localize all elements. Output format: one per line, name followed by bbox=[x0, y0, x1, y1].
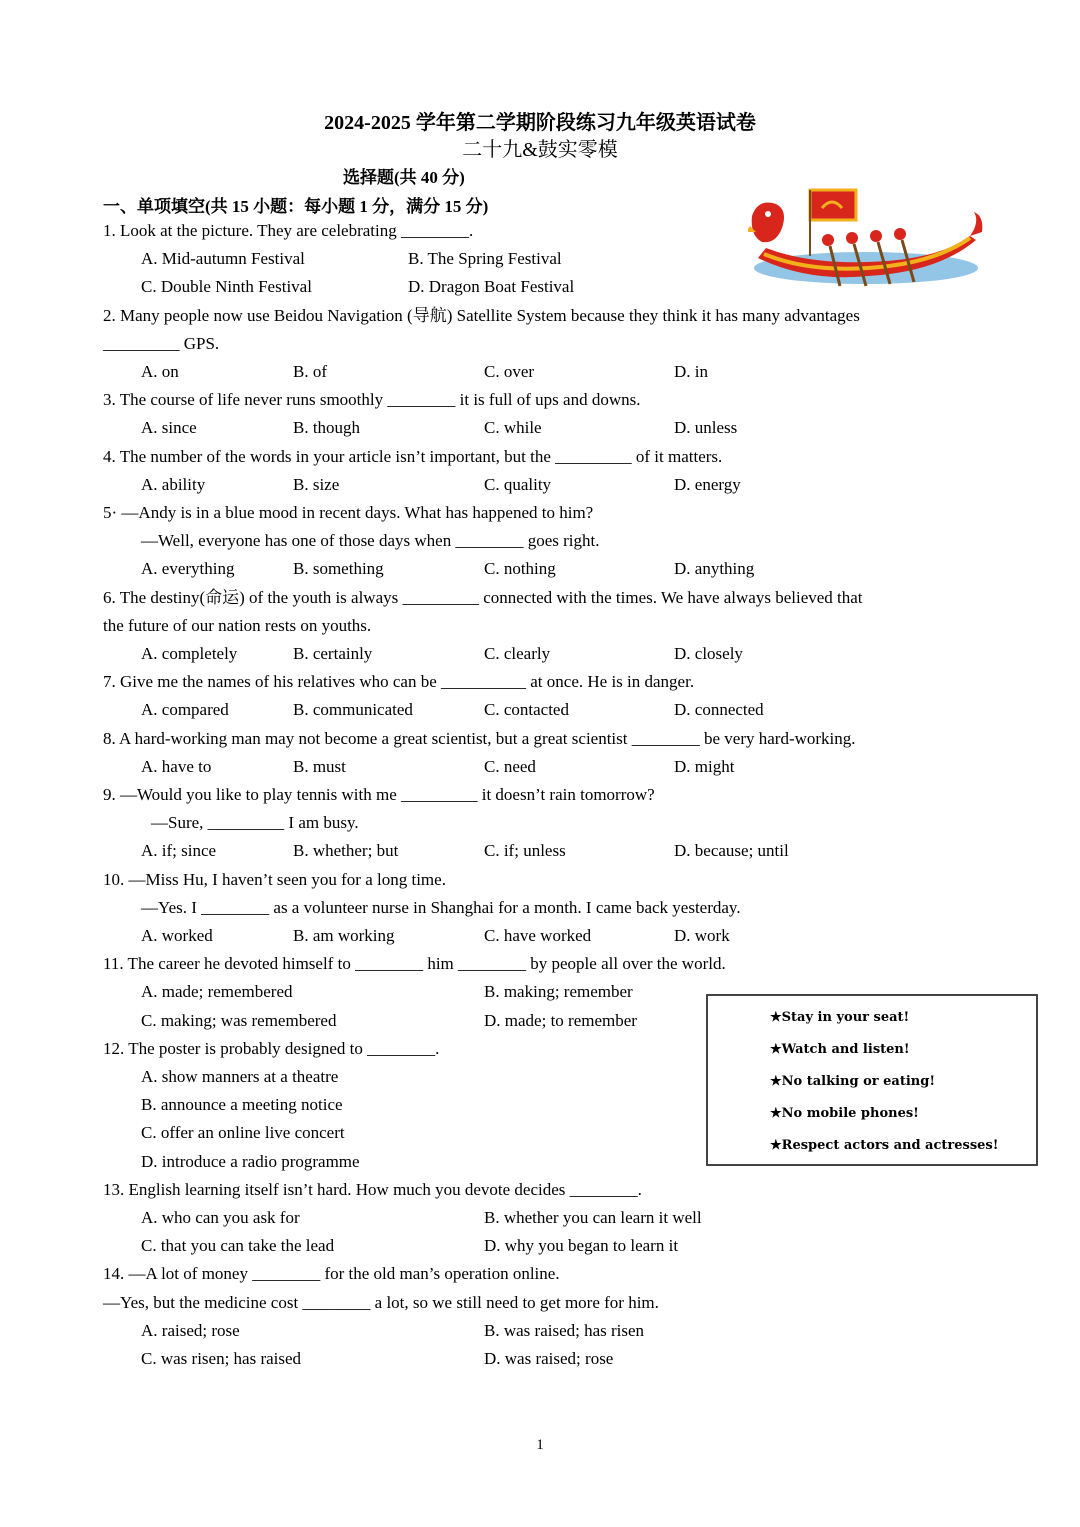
answer-option: D. made; to remember bbox=[484, 1010, 637, 1030]
question-stem: 7. Give me the names of his relatives who can be __________ at once. He is in danger. bbox=[103, 672, 695, 692]
answer-option: C. nothing bbox=[484, 559, 556, 579]
answer-option: A. on bbox=[141, 362, 179, 381]
answer-option: D. because; until bbox=[674, 841, 789, 861]
question-stem: 11. The career he devoted himself to ________ him ________ by people all over the world. bbox=[103, 954, 726, 974]
answer-option: B. The Spring Festival bbox=[408, 249, 562, 269]
answer-option: A. who can you ask for bbox=[141, 1208, 300, 1227]
answer-option: A. worked bbox=[141, 926, 213, 945]
question-stem: 6. The destiny(命运) of the youth is always _________ connected with the times. We have always believed that bbox=[103, 587, 863, 607]
section-heading: 选择题(共 40 分) bbox=[343, 168, 465, 187]
answer-option: C. that you can take the lead bbox=[141, 1236, 335, 1256]
answer-option: D. in bbox=[674, 362, 708, 381]
answer-option: D. anything bbox=[674, 559, 755, 579]
question-stem: 13. English learning itself isn’t hard. How much you devote decides ________. bbox=[103, 1179, 642, 1199]
answer-option: A. compared bbox=[141, 700, 229, 720]
answer-option: B. of bbox=[293, 362, 327, 381]
answer-option: B. whether you can learn it well bbox=[484, 1208, 702, 1227]
question-stem: 10. —Miss Hu, I haven’t seen you for a long time. bbox=[103, 869, 446, 889]
question-stem: 4. The number of the words in your article isn’t important, but the _________ of it matters. bbox=[103, 446, 723, 466]
answer-option: D. connected bbox=[674, 700, 764, 720]
question-stem: —Well, everyone has one of those days when ________ goes right. bbox=[141, 531, 600, 551]
answer-option: C. was risen; has raised bbox=[141, 1349, 302, 1368]
question-stem: 9. —Would you like to play tennis with me _________ it doesn’t rain tomorrow? bbox=[103, 785, 655, 804]
answer-option: C. clearly bbox=[484, 644, 551, 663]
answer-option: D. energy bbox=[674, 474, 741, 494]
answer-option: B. something bbox=[293, 559, 384, 579]
answer-option: B. am working bbox=[293, 926, 395, 945]
answer-option: B. announce a meeting notice bbox=[141, 1095, 343, 1115]
answer-option: B. must bbox=[293, 756, 346, 776]
answer-option: D. closely bbox=[674, 644, 743, 663]
answer-option: C. need bbox=[484, 756, 536, 776]
answer-option: B. making; remember bbox=[484, 982, 633, 1002]
answer-option: C. offer an online live concert bbox=[141, 1123, 345, 1143]
answer-option: D. unless bbox=[674, 418, 738, 438]
answer-option: B. was raised; has risen bbox=[484, 1320, 645, 1340]
poster-line: ★No talking or eating! bbox=[770, 1074, 936, 1089]
answer-option: C. quality bbox=[484, 474, 552, 494]
answer-option: C. while bbox=[484, 418, 542, 438]
answer-option: D. introduce a radio programme bbox=[141, 1151, 360, 1171]
question-stem: 2. Many people now use Beidou Navigation (导航) Satellite System because they think it has many advantages bbox=[103, 305, 860, 325]
poster-line: ★No mobile phones! bbox=[770, 1106, 919, 1121]
poster-line: ★Respect actors and actresses! bbox=[770, 1138, 999, 1153]
answer-option: A. everything bbox=[141, 559, 235, 579]
answer-option: C. contacted bbox=[484, 700, 569, 720]
poster-line: ★Stay in your seat! bbox=[770, 1010, 910, 1025]
answer-option: D. why you began to learn it bbox=[484, 1236, 679, 1256]
answer-option: D. was raised; rose bbox=[484, 1349, 614, 1368]
question-stem: 14. —A lot of money ________ for the old man’s operation online. bbox=[103, 1264, 560, 1284]
answer-option: A. ability bbox=[141, 474, 206, 494]
question-stem: —Sure, _________ I am busy. bbox=[151, 813, 359, 833]
answer-option: D. work bbox=[674, 926, 730, 945]
exam-title: 2024-2025 学年第二学期阶段练习九年级英语试卷 bbox=[324, 112, 756, 134]
answer-option: C. over bbox=[484, 362, 535, 381]
part-heading: 一、单项填空(共 15 小题：每小题 1 分，满分 15 分) bbox=[103, 197, 489, 216]
poster-line: ★Watch and listen! bbox=[770, 1042, 910, 1057]
answer-option: A. made; remembered bbox=[141, 982, 293, 1002]
answer-option: A. raised; rose bbox=[141, 1320, 240, 1340]
question-stem: the future of our nation rests on youths. bbox=[103, 615, 372, 635]
answer-option: B. though bbox=[293, 418, 361, 438]
answer-option: D. might bbox=[674, 756, 735, 776]
answer-option: A. if; since bbox=[141, 841, 217, 861]
answer-option: C. Double Ninth Festival bbox=[141, 277, 312, 297]
answer-option: A. show manners at a theatre bbox=[141, 1067, 339, 1086]
question-stem: —Yes. I ________ as a volunteer nurse in Shanghai for a month. I came back yesterday. bbox=[141, 897, 741, 917]
answer-option: A. Mid-autumn Festival bbox=[141, 249, 305, 269]
answer-option: A. since bbox=[141, 418, 197, 438]
answer-option: A. completely bbox=[141, 644, 238, 663]
question-stem: 8. A hard-working man may not become a great scientist, but a great scientist ________ be very hard-working. bbox=[103, 728, 856, 748]
question-stem: 3. The course of life never runs smoothly ________ it is full of ups and downs. bbox=[103, 390, 641, 410]
question-stem: 1. Look at the picture. They are celebrating ________. bbox=[103, 221, 474, 240]
answer-option: C. making; was remembered bbox=[141, 1010, 337, 1030]
dragon-boat-illustration bbox=[748, 186, 984, 292]
exam-subtitle: 二十九&鼓实零模 bbox=[462, 139, 618, 161]
question-stem: 5· —Andy is in a blue mood in recent days. What has happened to him? bbox=[103, 503, 594, 522]
answer-option: B. whether; but bbox=[293, 841, 399, 861]
page-number: 1 bbox=[536, 1437, 544, 1453]
question-stem: _________ GPS. bbox=[103, 333, 220, 353]
answer-option: A. have to bbox=[141, 756, 212, 776]
answer-option: B. certainly bbox=[293, 644, 373, 663]
question-stem: —Yes, but the medicine cost ________ a lot, so we still need to get more for him. bbox=[103, 1292, 659, 1312]
theatre-poster bbox=[706, 994, 1038, 1166]
question-stem: 12. The poster is probably designed to ________. bbox=[103, 1038, 440, 1058]
answer-option: C. if; unless bbox=[484, 841, 566, 861]
answer-option: B. size bbox=[293, 474, 340, 494]
answer-option: D. Dragon Boat Festival bbox=[408, 277, 575, 297]
answer-option: C. have worked bbox=[484, 926, 592, 945]
answer-option: B. communicated bbox=[293, 700, 413, 720]
